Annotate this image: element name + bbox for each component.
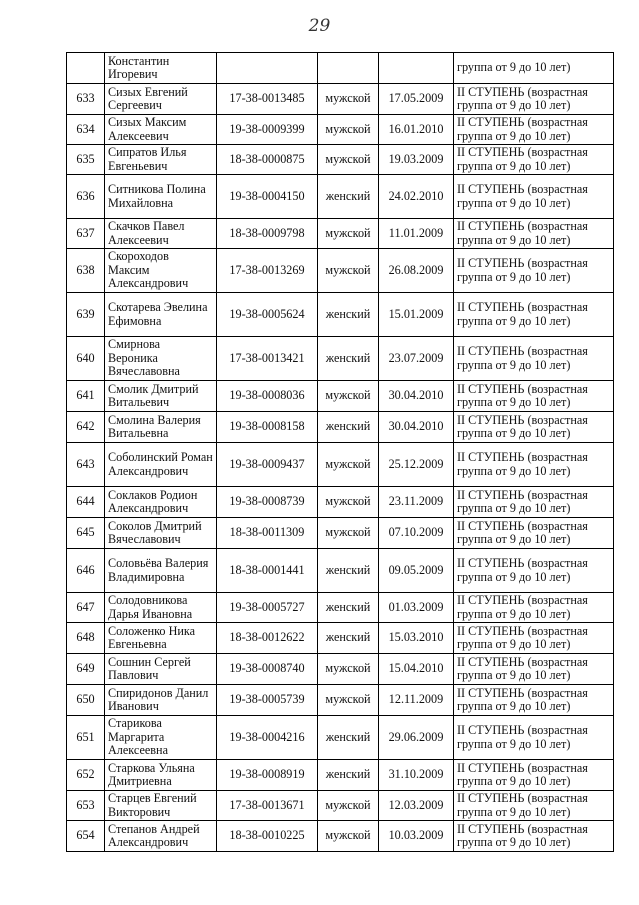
birth-date-cell: 09.05.2009 xyxy=(379,549,454,593)
table-row xyxy=(67,791,614,821)
gender-cell: женский xyxy=(318,337,379,381)
full-name-cell: Ситникова Полина Михайловна xyxy=(105,175,217,219)
age-group-cell: II СТУПЕНЬ (возрастная группа от 9 до 10 лет) xyxy=(454,623,614,654)
id-number-cell: 19-38-0009399 xyxy=(217,115,318,145)
age-group-cell: II СТУПЕНЬ (возрастная группа от 9 до 10 лет) xyxy=(454,716,614,760)
gender-cell: мужской xyxy=(318,654,379,685)
id-number-cell: 17-38-0013421 xyxy=(217,337,318,381)
full-name-cell: Смолина Валерия Витальевна xyxy=(105,412,217,443)
table-row xyxy=(67,760,614,791)
gender-cell: женский xyxy=(318,412,379,443)
full-name-cell: Соколов Дмитрий Вячеславович xyxy=(105,518,217,549)
age-group-cell: II СТУПЕНЬ (возрастная группа от 9 до 10 лет) xyxy=(454,115,614,145)
birth-date-cell: 19.03.2009 xyxy=(379,145,454,175)
table-row xyxy=(67,518,614,549)
birth-date-cell: 11.01.2009 xyxy=(379,219,454,249)
age-group-cell: II СТУПЕНЬ (возрастная группа от 9 до 10 лет) xyxy=(454,219,614,249)
age-group-cell: II СТУПЕНЬ (возрастная группа от 9 до 10 лет) xyxy=(454,249,614,293)
full-name-cell: Солодовникова Дарья Ивановна xyxy=(105,593,217,623)
row-number-cell: 650 xyxy=(67,685,105,716)
age-group-cell: II СТУПЕНЬ (возрастная группа от 9 до 10 лет) xyxy=(454,381,614,412)
row-number-cell: 642 xyxy=(67,412,105,443)
birth-date-cell: 15.01.2009 xyxy=(379,293,454,337)
birth-date-cell: 15.03.2010 xyxy=(379,623,454,654)
birth-date-cell: 23.07.2009 xyxy=(379,337,454,381)
birth-date-cell: 07.10.2009 xyxy=(379,518,454,549)
row-number-cell: 644 xyxy=(67,487,105,518)
age-group-cell: II СТУПЕНЬ (возрастная группа от 9 до 10 лет) xyxy=(454,145,614,175)
gender-cell: женский xyxy=(318,293,379,337)
gender-cell: мужской xyxy=(318,685,379,716)
row-number-cell: 645 xyxy=(67,518,105,549)
id-number-cell: 19-38-0008036 xyxy=(217,381,318,412)
gender-cell: мужской xyxy=(318,115,379,145)
age-group-cell: II СТУПЕНЬ (возрастная группа от 9 до 10 лет) xyxy=(454,293,614,337)
registry-table xyxy=(66,52,614,852)
gender-cell: мужской xyxy=(318,145,379,175)
row-number-cell xyxy=(67,53,105,84)
gender-cell: мужской xyxy=(318,381,379,412)
table-row xyxy=(67,84,614,115)
id-number-cell: 19-38-0004216 xyxy=(217,716,318,760)
full-name-cell: Старикова Маргарита Алексеевна xyxy=(105,716,217,760)
full-name-cell: Скотарева Эвелина Ефимовна xyxy=(105,293,217,337)
birth-date-cell: 12.11.2009 xyxy=(379,685,454,716)
id-number-cell: 18-38-0011309 xyxy=(217,518,318,549)
table-row xyxy=(67,654,614,685)
table-row xyxy=(67,249,614,293)
table-row xyxy=(67,412,614,443)
row-number-cell: 646 xyxy=(67,549,105,593)
full-name-cell: Соклаков Родион Александрович xyxy=(105,487,217,518)
full-name-cell: Старцев Евгений Викторович xyxy=(105,791,217,821)
id-number-cell: 18-38-0010225 xyxy=(217,821,318,852)
id-number-cell: 19-38-0008158 xyxy=(217,412,318,443)
birth-date-cell: 01.03.2009 xyxy=(379,593,454,623)
id-number-cell: 17-38-0013269 xyxy=(217,249,318,293)
id-number-cell: 17-38-0013671 xyxy=(217,791,318,821)
full-name-cell: Скороходов Максим Александрович xyxy=(105,249,217,293)
birth-date-cell: 15.04.2010 xyxy=(379,654,454,685)
table-row xyxy=(67,145,614,175)
gender-cell: женский xyxy=(318,549,379,593)
birth-date-cell: 30.04.2010 xyxy=(379,381,454,412)
gender-cell: женский xyxy=(318,760,379,791)
birth-date-cell: 30.04.2010 xyxy=(379,412,454,443)
row-number-cell: 648 xyxy=(67,623,105,654)
age-group-cell: II СТУПЕНЬ (возрастная группа от 9 до 10 лет) xyxy=(454,654,614,685)
id-number-cell: 19-38-0005727 xyxy=(217,593,318,623)
row-number-cell: 649 xyxy=(67,654,105,685)
full-name-cell: Сизых Евгений Сергеевич xyxy=(105,84,217,115)
age-group-cell: II СТУПЕНЬ (возрастная группа от 9 до 10 лет) xyxy=(454,84,614,115)
birth-date-cell: 10.03.2009 xyxy=(379,821,454,852)
row-number-cell: 651 xyxy=(67,716,105,760)
age-group-cell: II СТУПЕНЬ (возрастная группа от 9 до 10 лет) xyxy=(454,443,614,487)
gender-cell: мужской xyxy=(318,821,379,852)
full-name-cell: Скачков Павел Алексеевич xyxy=(105,219,217,249)
id-number-cell: 19-38-0009437 xyxy=(217,443,318,487)
full-name-cell: Старкова Ульяна Дмитриевна xyxy=(105,760,217,791)
full-name-cell: Соложенко Ника Евгеньевна xyxy=(105,623,217,654)
id-number-cell: 18-38-0009798 xyxy=(217,219,318,249)
birth-date-cell: 31.10.2009 xyxy=(379,760,454,791)
table-row xyxy=(67,293,614,337)
row-number-cell: 637 xyxy=(67,219,105,249)
age-group-cell: II СТУПЕНЬ (возрастная группа от 9 до 10 лет) xyxy=(454,337,614,381)
full-name-cell: Соловьёва Валерия Владимировна xyxy=(105,549,217,593)
table-row xyxy=(67,716,614,760)
birth-date-cell: 25.12.2009 xyxy=(379,443,454,487)
id-number-cell: 19-38-0008919 xyxy=(217,760,318,791)
table-row xyxy=(67,443,614,487)
table-row xyxy=(67,219,614,249)
table-row xyxy=(67,337,614,381)
age-group-cell: II СТУПЕНЬ (возрастная группа от 9 до 10 лет) xyxy=(454,821,614,852)
birth-date-cell: 12.03.2009 xyxy=(379,791,454,821)
table-row xyxy=(67,593,614,623)
birth-date-cell: 29.06.2009 xyxy=(379,716,454,760)
age-group-cell: II СТУПЕНЬ (возрастная группа от 9 до 10 лет) xyxy=(454,593,614,623)
id-number-cell: 17-38-0013485 xyxy=(217,84,318,115)
table-row xyxy=(67,175,614,219)
birth-date-cell xyxy=(379,53,454,84)
id-number-cell: 19-38-0008739 xyxy=(217,487,318,518)
id-number-cell: 19-38-0008740 xyxy=(217,654,318,685)
row-number-cell: 633 xyxy=(67,84,105,115)
age-group-cell: II СТУПЕНЬ (возрастная группа от 9 до 10 лет) xyxy=(454,791,614,821)
gender-cell: мужской xyxy=(318,443,379,487)
table-row xyxy=(67,381,614,412)
row-number-cell: 640 xyxy=(67,337,105,381)
full-name-cell: Сипратов Илья Евгеньевич xyxy=(105,145,217,175)
gender-cell: мужской xyxy=(318,84,379,115)
table-row xyxy=(67,549,614,593)
gender-cell: мужской xyxy=(318,518,379,549)
gender-cell: женский xyxy=(318,175,379,219)
gender-cell: мужской xyxy=(318,219,379,249)
table-row xyxy=(67,623,614,654)
birth-date-cell: 16.01.2010 xyxy=(379,115,454,145)
full-name-cell: Спиридонов Данил Иванович xyxy=(105,685,217,716)
gender-cell: мужской xyxy=(318,791,379,821)
birth-date-cell: 26.08.2009 xyxy=(379,249,454,293)
gender-cell xyxy=(318,53,379,84)
id-number-cell xyxy=(217,53,318,84)
row-number-cell: 652 xyxy=(67,760,105,791)
full-name-cell: Смирнова Вероника Вячеславовна xyxy=(105,337,217,381)
row-number-cell: 654 xyxy=(67,821,105,852)
id-number-cell: 19-38-0005739 xyxy=(217,685,318,716)
id-number-cell: 18-38-0001441 xyxy=(217,549,318,593)
row-number-cell: 639 xyxy=(67,293,105,337)
birth-date-cell: 17.05.2009 xyxy=(379,84,454,115)
age-group-cell: II СТУПЕНЬ (возрастная группа от 9 до 10 лет) xyxy=(454,685,614,716)
row-number-cell: 636 xyxy=(67,175,105,219)
registry-table-body xyxy=(67,53,614,852)
row-number-cell: 643 xyxy=(67,443,105,487)
row-number-cell: 635 xyxy=(67,145,105,175)
id-number-cell: 19-38-0005624 xyxy=(217,293,318,337)
table-row xyxy=(67,487,614,518)
full-name-cell: Константин Игоревич xyxy=(105,53,217,84)
birth-date-cell: 23.11.2009 xyxy=(379,487,454,518)
full-name-cell: Сизых Максим Алексеевич xyxy=(105,115,217,145)
age-group-cell: II СТУПЕНЬ (возрастная группа от 9 до 10 лет) xyxy=(454,518,614,549)
table-row xyxy=(67,53,614,84)
full-name-cell: Степанов Андрей Александрович xyxy=(105,821,217,852)
gender-cell: мужской xyxy=(318,487,379,518)
age-group-cell: группа от 9 до 10 лет) xyxy=(454,53,614,84)
row-number-cell: 641 xyxy=(67,381,105,412)
age-group-cell: II СТУПЕНЬ (возрастная группа от 9 до 10 лет) xyxy=(454,549,614,593)
full-name-cell: Смолик Дмитрий Витальевич xyxy=(105,381,217,412)
full-name-cell: Сошнин Сергей Павлович xyxy=(105,654,217,685)
gender-cell: мужской xyxy=(318,249,379,293)
table-row xyxy=(67,821,614,852)
gender-cell: женский xyxy=(318,593,379,623)
full-name-cell: Соболинский Роман Александрович xyxy=(105,443,217,487)
gender-cell: женский xyxy=(318,623,379,654)
birth-date-cell: 24.02.2010 xyxy=(379,175,454,219)
row-number-cell: 647 xyxy=(67,593,105,623)
row-number-cell: 653 xyxy=(67,791,105,821)
gender-cell: женский xyxy=(318,716,379,760)
id-number-cell: 19-38-0004150 xyxy=(217,175,318,219)
id-number-cell: 18-38-0012622 xyxy=(217,623,318,654)
age-group-cell: II СТУПЕНЬ (возрастная группа от 9 до 10 лет) xyxy=(454,760,614,791)
page-number: 29 xyxy=(308,16,331,36)
id-number-cell: 18-38-0000875 xyxy=(217,145,318,175)
row-number-cell: 634 xyxy=(67,115,105,145)
age-group-cell: II СТУПЕНЬ (возрастная группа от 9 до 10 лет) xyxy=(454,487,614,518)
age-group-cell: II СТУПЕНЬ (возрастная группа от 9 до 10 лет) xyxy=(454,412,614,443)
age-group-cell: II СТУПЕНЬ (возрастная группа от 9 до 10 лет) xyxy=(454,175,614,219)
row-number-cell: 638 xyxy=(67,249,105,293)
table-row xyxy=(67,115,614,145)
table-row xyxy=(67,685,614,716)
